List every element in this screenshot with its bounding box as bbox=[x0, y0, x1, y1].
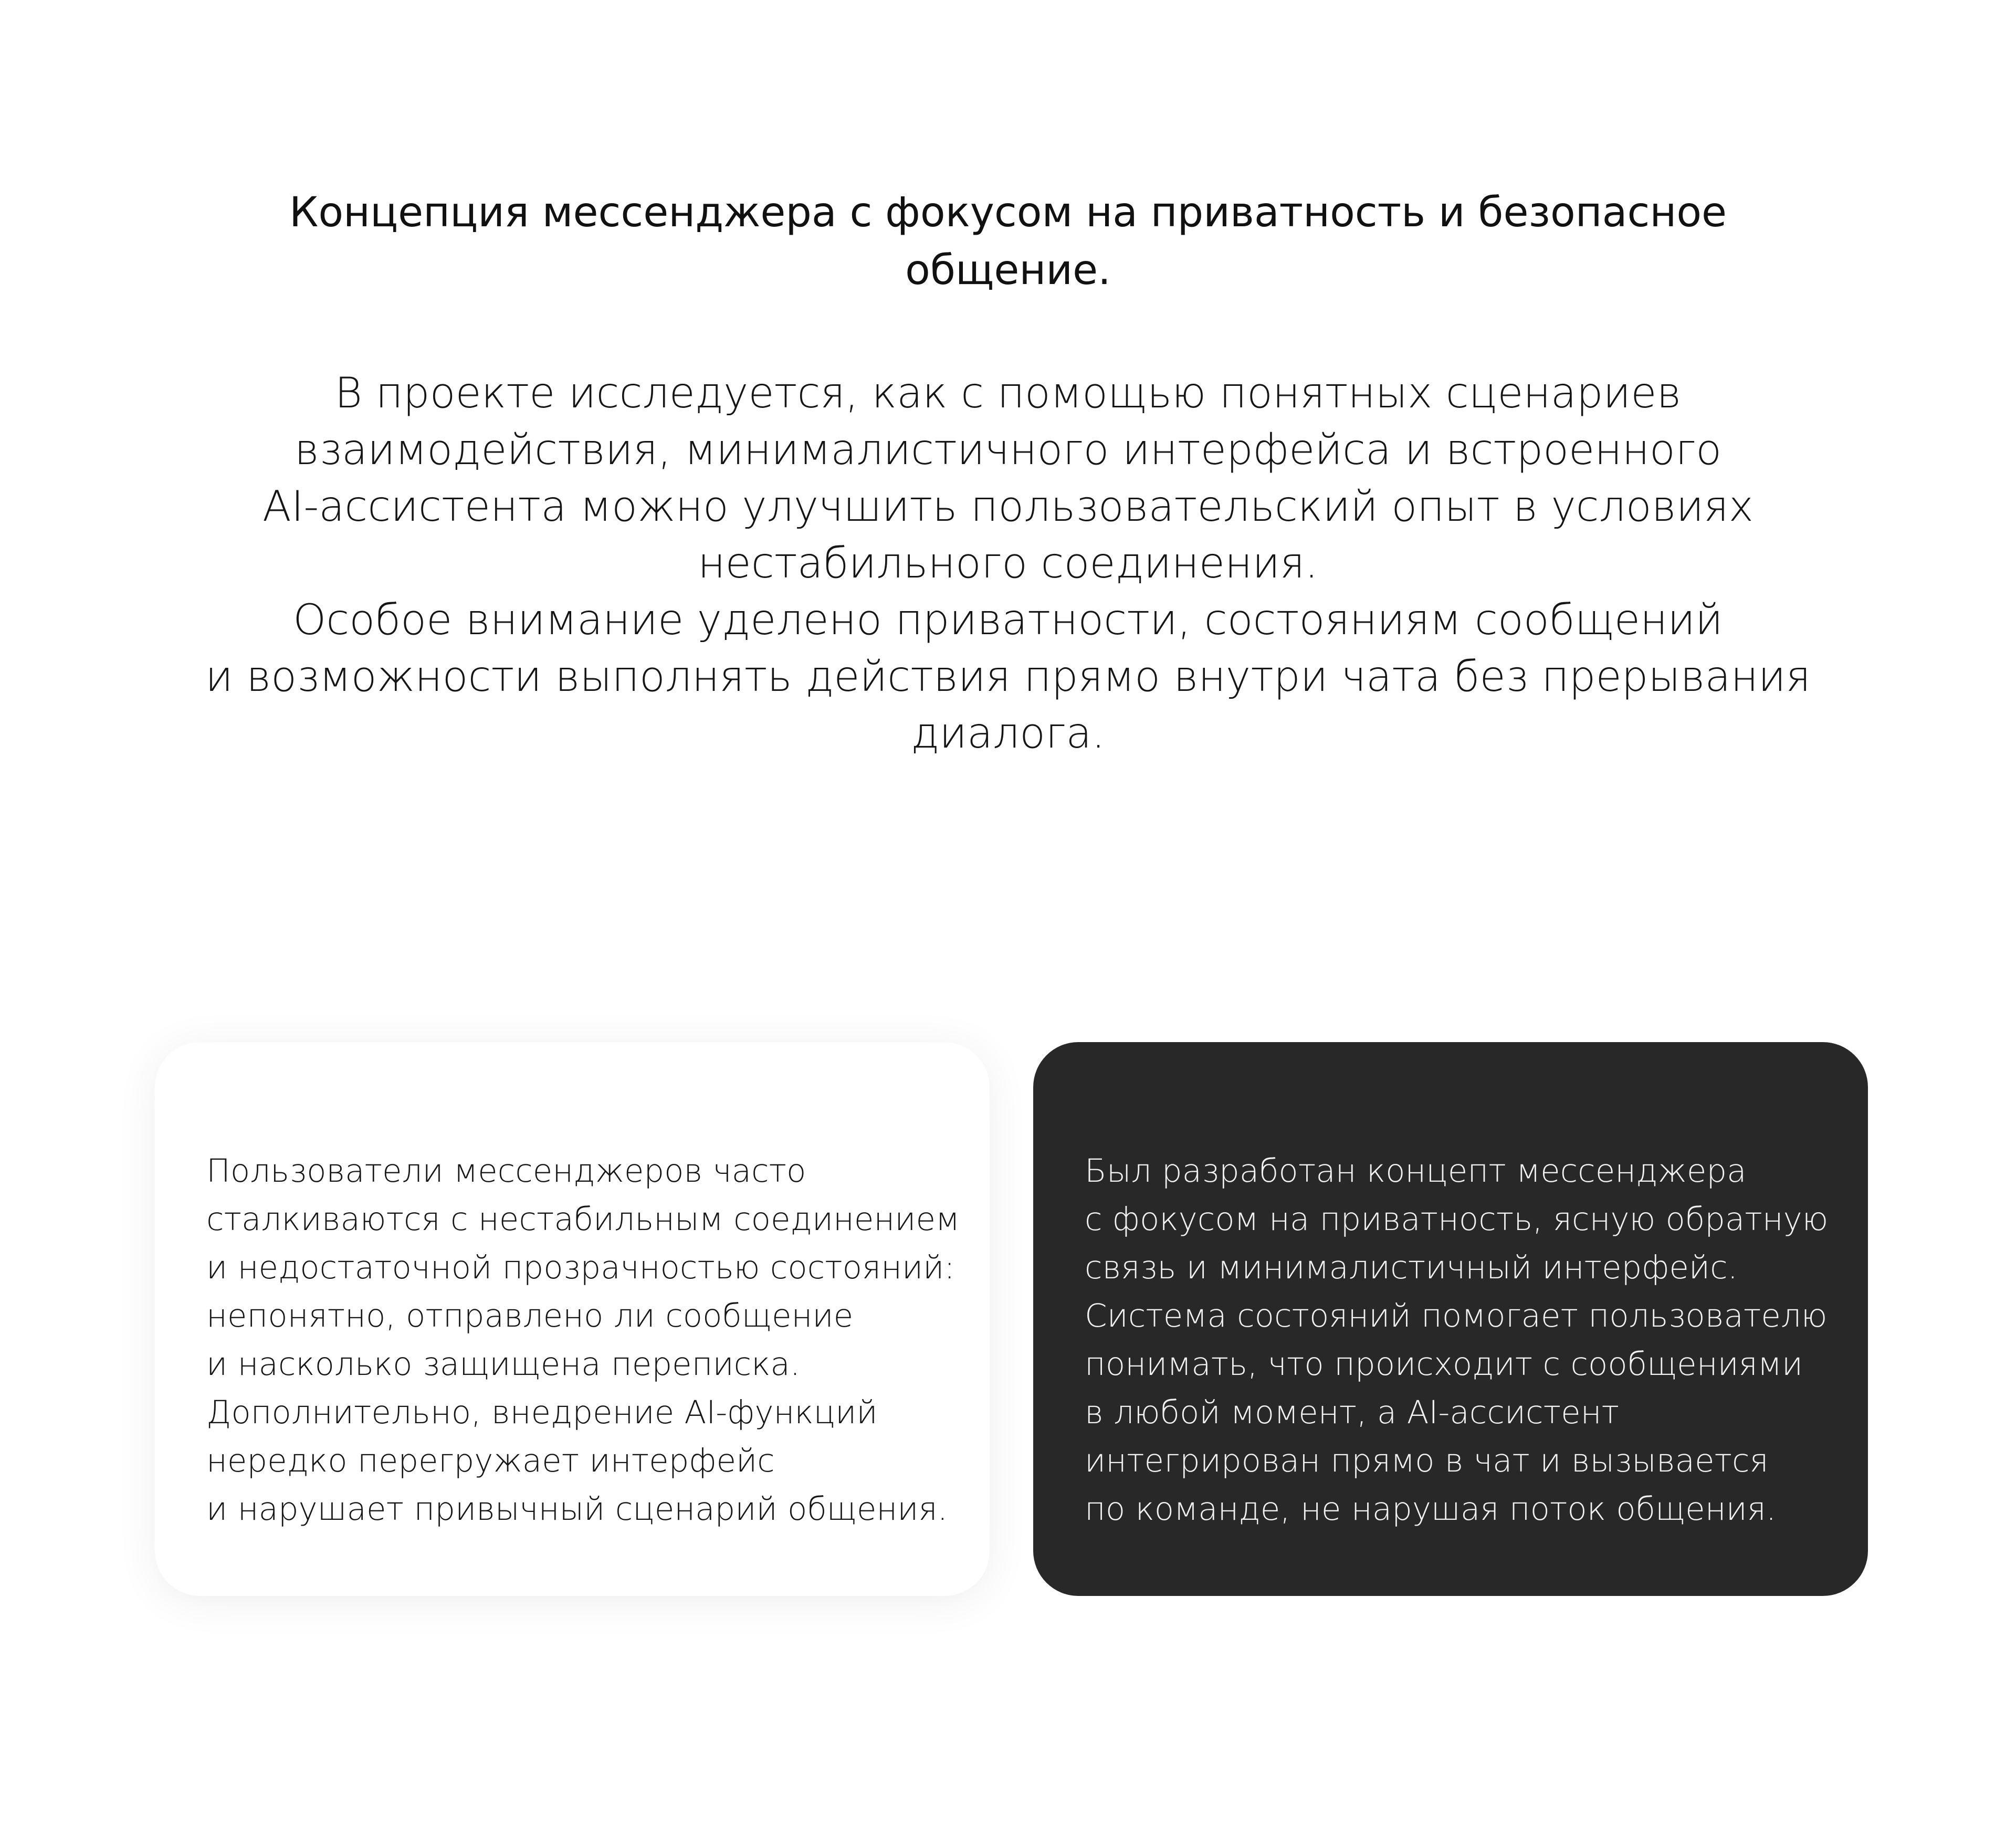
solution-card-line: по команде, не нарушая поток общения. bbox=[1085, 1490, 1777, 1528]
problem-card-line: сталкиваются с нестабильным соединением bbox=[206, 1201, 960, 1238]
solution-card-line: понимать, что происходит с сообщениями bbox=[1085, 1346, 1803, 1383]
intro-line: взаимодействия, минималистичного интерфейса и встроенного bbox=[294, 425, 1722, 474]
problem-card-text bbox=[206, 1147, 960, 1533]
solution-card-line: связь и минималистичный интерфейс. bbox=[1085, 1249, 1738, 1286]
page-title-line: общение. bbox=[905, 247, 1111, 294]
problem-card-line: нередко перегружает интерфейс bbox=[206, 1442, 775, 1479]
intro-line: Особое внимание уделено приватности, состояниям сообщений bbox=[293, 595, 1723, 644]
solution-card-line: в любой момент, а AI-ассистент bbox=[1085, 1394, 1619, 1431]
solution-card-line: интегрирован прямо в чат и вызывается bbox=[1085, 1442, 1769, 1479]
intro-line: В проекте исследуется, как с помощью понятных сценариев bbox=[334, 369, 1682, 417]
intro-line: диалога. bbox=[911, 709, 1105, 758]
page-title-line: Концепция мессенджера с фокусом на приватность и безопасное bbox=[289, 189, 1727, 236]
solution-card bbox=[1033, 1042, 1868, 1596]
intro-line: и возможности выполнять действия прямо внутри чата без прерывания bbox=[205, 652, 1811, 701]
page-title bbox=[0, 184, 2016, 299]
intro-line: нестабильного соединения. bbox=[698, 539, 1318, 587]
intro-paragraph bbox=[0, 365, 2016, 762]
solution-card-text bbox=[1085, 1147, 1828, 1533]
intro-line: AI-ассистента можно улучшить пользовательский опыт в условиях bbox=[262, 482, 1754, 531]
solution-card-line: с фокусом на приватность, ясную обратную bbox=[1085, 1201, 1829, 1238]
problem-card-line: и насколько защищена переписка. bbox=[206, 1346, 801, 1383]
problem-card-line: и нарушает привычный сценарий общения. bbox=[206, 1490, 948, 1528]
problem-card-line: непонятно, отправлено ли сообщение bbox=[206, 1297, 854, 1335]
solution-card-line: Был разработан концепт мессенджера bbox=[1085, 1152, 1747, 1190]
problem-card bbox=[155, 1042, 990, 1596]
problem-card-line: Дополнительно, внедрение AI-функций bbox=[206, 1394, 878, 1431]
problem-card-line: и недостаточной прозрачностью состояний: bbox=[206, 1249, 955, 1286]
problem-card-line: Пользователи мессенджеров часто bbox=[206, 1152, 806, 1190]
solution-card-line: Система состояний помогает пользователю bbox=[1085, 1297, 1828, 1335]
